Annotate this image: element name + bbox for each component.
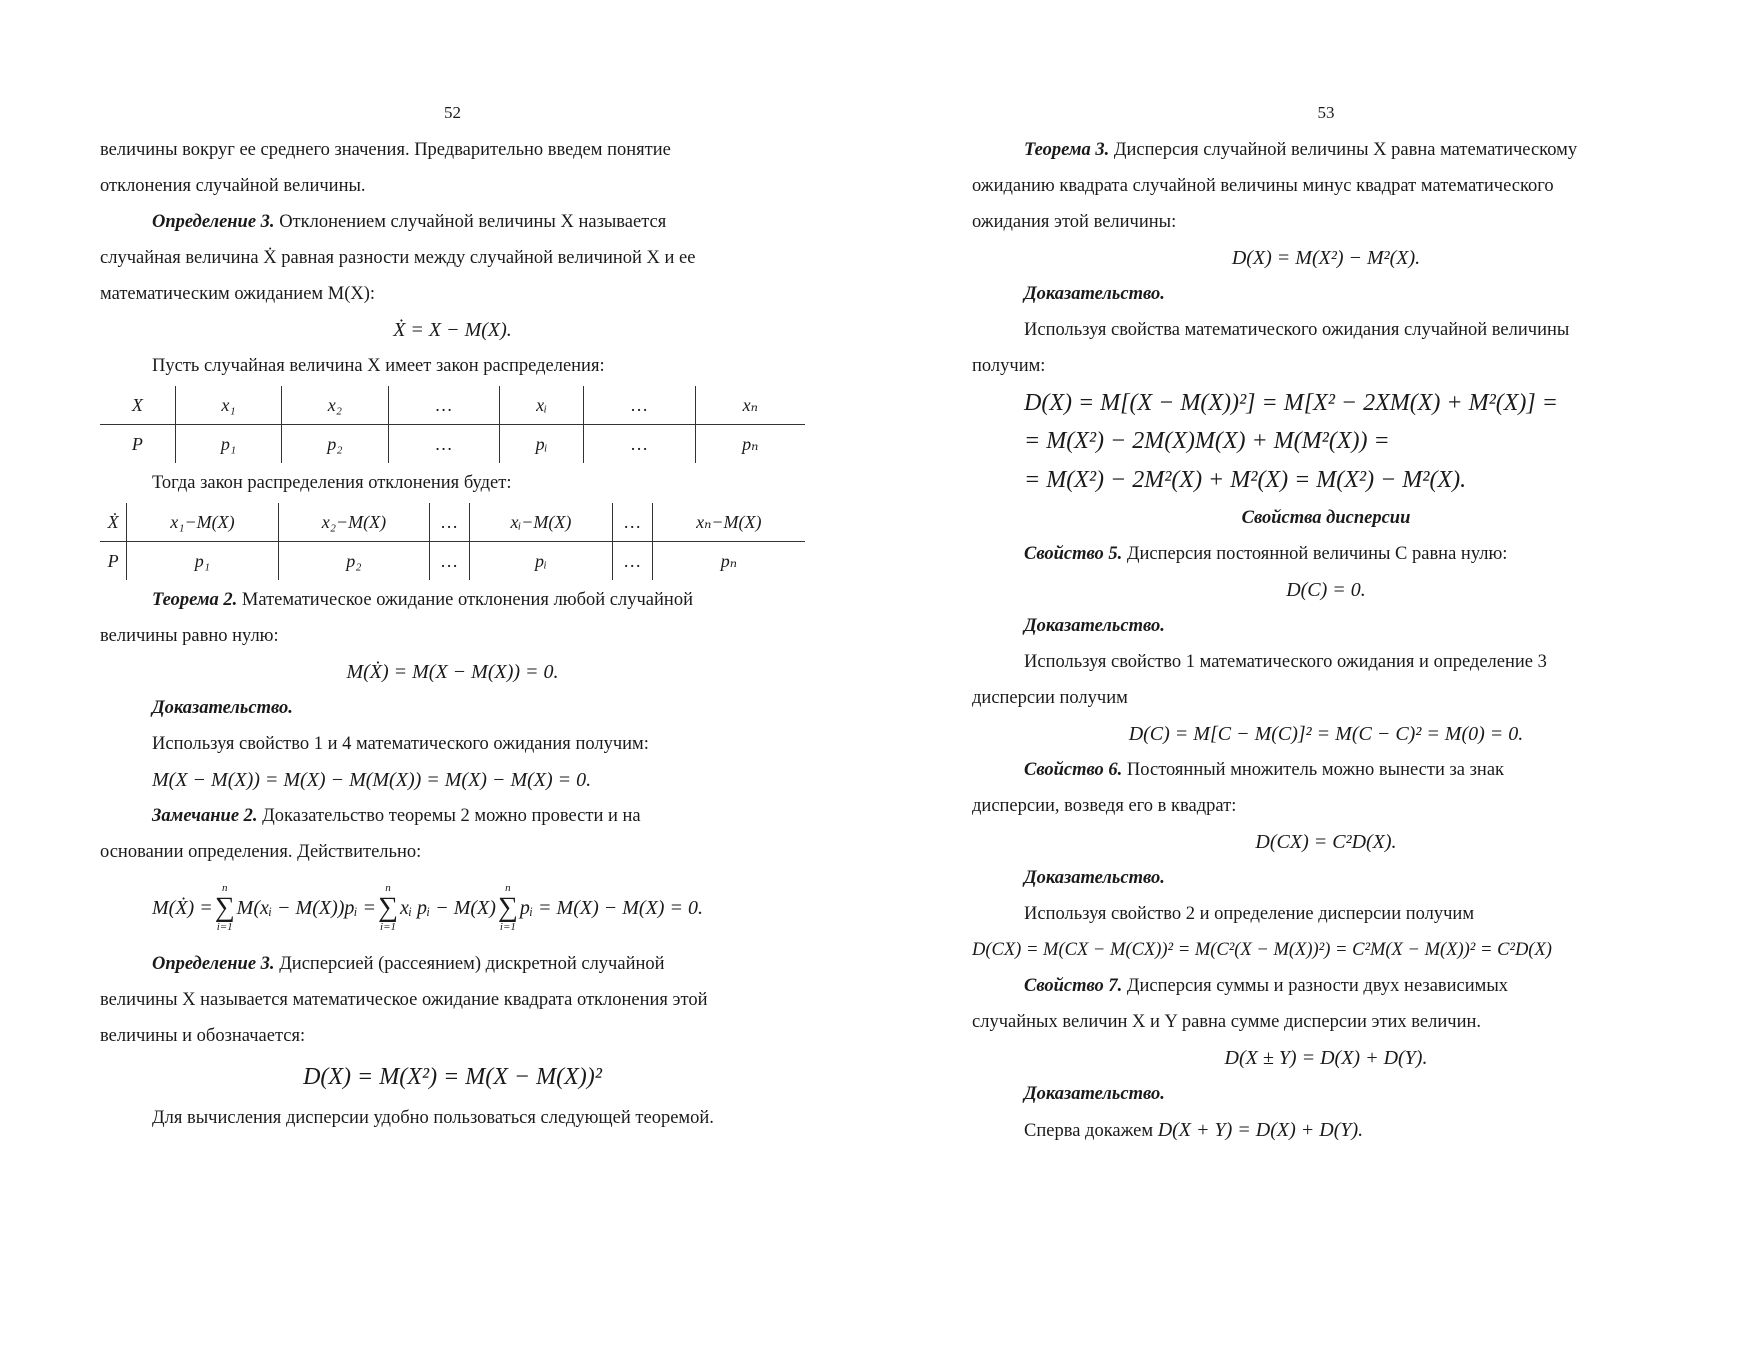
remark-label: Замечание 2. bbox=[152, 806, 258, 826]
proof-heading: Доказательство. bbox=[1024, 616, 1165, 636]
property-7 bbox=[972, 968, 1680, 1004]
proof-heading: Доказательство. bbox=[1024, 284, 1165, 304]
property-text-line1: Дисперсия суммы и разности двух независимых bbox=[1122, 976, 1509, 996]
table-cell: … bbox=[613, 542, 652, 581]
definition-label: Определение 3. bbox=[152, 954, 275, 974]
proof-text-line1: Используя свойства математического ожидания случайной величины bbox=[1024, 320, 1570, 340]
definition-text-line3: величины и обозначается: bbox=[100, 1026, 306, 1046]
remark-2 bbox=[100, 798, 805, 834]
formula-proof-4: D(X + Y) = D(X) + D(Y). bbox=[1157, 1119, 1364, 1141]
property-label: Свойство 5. bbox=[1024, 544, 1123, 564]
sum-lower-limit: i=1 bbox=[216, 921, 233, 933]
theorem-label: Теорема 3. bbox=[1024, 140, 1110, 160]
table-cell: P bbox=[131, 433, 143, 454]
formula-sum-term2: xᵢ pᵢ − M(X) bbox=[400, 896, 496, 919]
theorem-text-line2: величины равно нулю: bbox=[100, 626, 279, 646]
sigma-symbol: n ∑ i=1 bbox=[378, 882, 399, 933]
table-cell: pₙ bbox=[695, 425, 805, 464]
definition-text-line3: математическим ожиданием M(X): bbox=[100, 284, 376, 304]
formula-chain-1: D(X) = M[(X − M(X))²] = M[X² − 2XM(X) + M²(X)] = bbox=[1024, 390, 1558, 416]
table-cell: x₁−M(X) bbox=[127, 503, 279, 542]
sigma-symbol: n ∑ i=1 bbox=[214, 882, 235, 933]
table-cell: … bbox=[388, 386, 499, 425]
remark-text-line1: Доказательство теоремы 2 можно провести и на bbox=[257, 806, 641, 826]
sum-upper-limit: n bbox=[221, 882, 228, 894]
deviation-distribution-table bbox=[100, 503, 805, 580]
theorem-label: Теорема 2. bbox=[152, 590, 238, 610]
table-cell: p₂ bbox=[282, 425, 388, 464]
property-5 bbox=[972, 536, 1680, 572]
definition-text-line2: случайная величина Ẋ равная разности между случайной величиной X и ее bbox=[100, 248, 696, 268]
table-cell: x₂−M(X) bbox=[278, 503, 430, 542]
proof-text bbox=[972, 1112, 1680, 1149]
property-label: Свойство 6. bbox=[1024, 760, 1123, 780]
formula-theorem-3: D(X) = M(X²) − M²(X). bbox=[1231, 247, 1421, 269]
table-cell: P bbox=[107, 550, 119, 571]
table-cell: X bbox=[100, 386, 175, 425]
formula-sum-lhs: M(Ẋ) = bbox=[152, 896, 213, 919]
formula-proof-1: M(X − M(X)) = M(X) − M(M(X)) = M(X) − M(X) = 0. bbox=[152, 769, 592, 791]
theorem-text-line1: Дисперсия случайной величины X равна математическому bbox=[1109, 140, 1578, 160]
proof-heading: Доказательство. bbox=[152, 698, 293, 718]
law-intro: Пусть случайная величина X имеет закон распределения: bbox=[152, 356, 605, 376]
table-cell: p₁ bbox=[175, 425, 281, 464]
property-text-line2: случайных величин X и Y равна сумме дисперсии этих величин. bbox=[972, 1012, 1482, 1032]
table-cell: … bbox=[388, 425, 499, 464]
remark-text-line2: основании определения. Действительно: bbox=[100, 842, 422, 862]
definition-variance bbox=[100, 946, 805, 982]
formula-deviation: Ẋ = X − M(X). bbox=[393, 319, 512, 341]
theorem-2 bbox=[100, 582, 805, 618]
table-cell: xₙ bbox=[695, 386, 805, 425]
table-cell: xₙ−M(X) bbox=[652, 503, 805, 542]
table-cell: … bbox=[430, 503, 469, 542]
table-cell: … bbox=[584, 425, 695, 464]
proof-text-lead: Сперва докажем bbox=[1024, 1121, 1158, 1141]
table-cell: pᵢ bbox=[469, 542, 613, 581]
property-label: Свойство 7. bbox=[1024, 976, 1123, 996]
theorem-text-line1: Математическое ожидание отклонения любой случайной bbox=[237, 590, 693, 610]
table-cell: xᵢ−M(X) bbox=[469, 503, 613, 542]
table-cell: … bbox=[613, 503, 652, 542]
page-number: 52 bbox=[444, 103, 461, 122]
table-cell: p₁ bbox=[127, 542, 279, 581]
proof-text: Используя свойство 2 и определение дисперсии получим bbox=[1024, 904, 1475, 924]
law-deviation-intro: Тогда закон распределения отклонения будет: bbox=[152, 473, 512, 493]
formula-variance: D(X) = M(X²) = M(X − M(X))² bbox=[303, 1064, 602, 1090]
paragraph-intro-line2: отклонения случайной величины. bbox=[100, 176, 366, 196]
property-text-line1: Постоянный множитель можно вынести за знак bbox=[1122, 760, 1505, 780]
proof-heading: Доказательство. bbox=[1024, 868, 1165, 888]
section-heading: Свойства дисперсии bbox=[1241, 508, 1411, 528]
definition-label: Определение 3. bbox=[152, 212, 275, 232]
table-cell: x₁ bbox=[175, 386, 281, 425]
formula-sum-term1: M(xᵢ − M(X))pᵢ = bbox=[236, 896, 377, 919]
formula-chain-3: = M(X²) − 2M²(X) + M²(X) = M(X²) − M²(X). bbox=[1024, 467, 1467, 493]
table-cell: … bbox=[584, 386, 695, 425]
distribution-table bbox=[100, 386, 805, 463]
sum-lower-limit: i=1 bbox=[380, 921, 397, 933]
table-cell: pᵢ bbox=[500, 425, 584, 464]
formula-proof-2: D(C) = M[C − M(C)]² = M(C − C)² = M(0) = 0. bbox=[1128, 723, 1524, 745]
proof-text-line2: дисперсии получим bbox=[972, 688, 1128, 708]
property-6 bbox=[972, 752, 1680, 788]
paragraph-intro-line1: величины вокруг ее среднего значения. Предварительно введем понятие bbox=[100, 140, 671, 160]
proof-text: Используя свойство 1 и 4 математического ожидания получим: bbox=[152, 734, 649, 754]
formula-sum bbox=[100, 870, 805, 946]
closing-sentence: Для вычисления дисперсии удобно пользоваться следующей теоремой. bbox=[152, 1108, 714, 1128]
table-cell: Ẋ bbox=[100, 503, 127, 542]
formula-chain-2: = M(X²) − 2M(X)M(X) + M(M²(X)) = bbox=[1024, 428, 1390, 454]
table-cell: pₙ bbox=[652, 542, 805, 581]
table-cell: x₂ bbox=[282, 386, 388, 425]
theorem-text-line2: ожиданию квадрата случайной величины минус квадрат математического bbox=[972, 176, 1554, 196]
property-text-line2: дисперсии, возведя его в квадрат: bbox=[972, 796, 1237, 816]
sigma-symbol: n ∑ i=1 bbox=[497, 882, 518, 933]
formula-sum-term3: pᵢ = M(X) − M(X) = 0. bbox=[519, 896, 703, 919]
page-left bbox=[100, 100, 805, 1136]
table-cell: … bbox=[430, 542, 469, 581]
formula-property-6: D(CX) = C²D(X). bbox=[1255, 831, 1397, 853]
proof-heading: Доказательство. bbox=[1024, 1084, 1165, 1104]
definition-deviation bbox=[100, 204, 805, 240]
table-cell: p₂ bbox=[278, 542, 430, 581]
definition-text-line1: Дисперсией (рассеянием) дискретной случайной bbox=[274, 954, 665, 974]
definition-text-line1: Отклонением случайной величины X называется bbox=[274, 212, 667, 232]
property-text: Дисперсия постоянной величины C равна нулю: bbox=[1122, 544, 1508, 564]
formula-theorem-2: M(Ẋ) = M(X − M(X)) = 0. bbox=[346, 661, 559, 683]
sum-upper-limit: n bbox=[505, 882, 511, 894]
theorem-3 bbox=[972, 132, 1680, 168]
page-number: 53 bbox=[1317, 103, 1335, 122]
proof-text-line1: Используя свойство 1 математического ожидания и определение 3 bbox=[1024, 652, 1547, 672]
theorem-text-line3: ожидания этой величины: bbox=[972, 212, 1177, 232]
formula-property-5: D(C) = 0. bbox=[1286, 579, 1366, 601]
table-cell: xᵢ bbox=[500, 386, 584, 425]
proof-text-line2: получим: bbox=[972, 356, 1046, 376]
definition-text-line2: величины X называется математическое ожидание квадрата отклонения этой bbox=[100, 990, 708, 1010]
page-right bbox=[972, 100, 1680, 1149]
sum-lower-limit: i=1 bbox=[499, 921, 516, 933]
formula-proof-3: D(CX) = M(CX − M(CX))² = M(C²(X − M(X))²) = C²M(X − M(X))² = C²D(X) bbox=[972, 940, 1552, 960]
sum-upper-limit: n bbox=[385, 882, 391, 894]
formula-property-7: D(X ± Y) = D(X) + D(Y). bbox=[1224, 1047, 1428, 1069]
